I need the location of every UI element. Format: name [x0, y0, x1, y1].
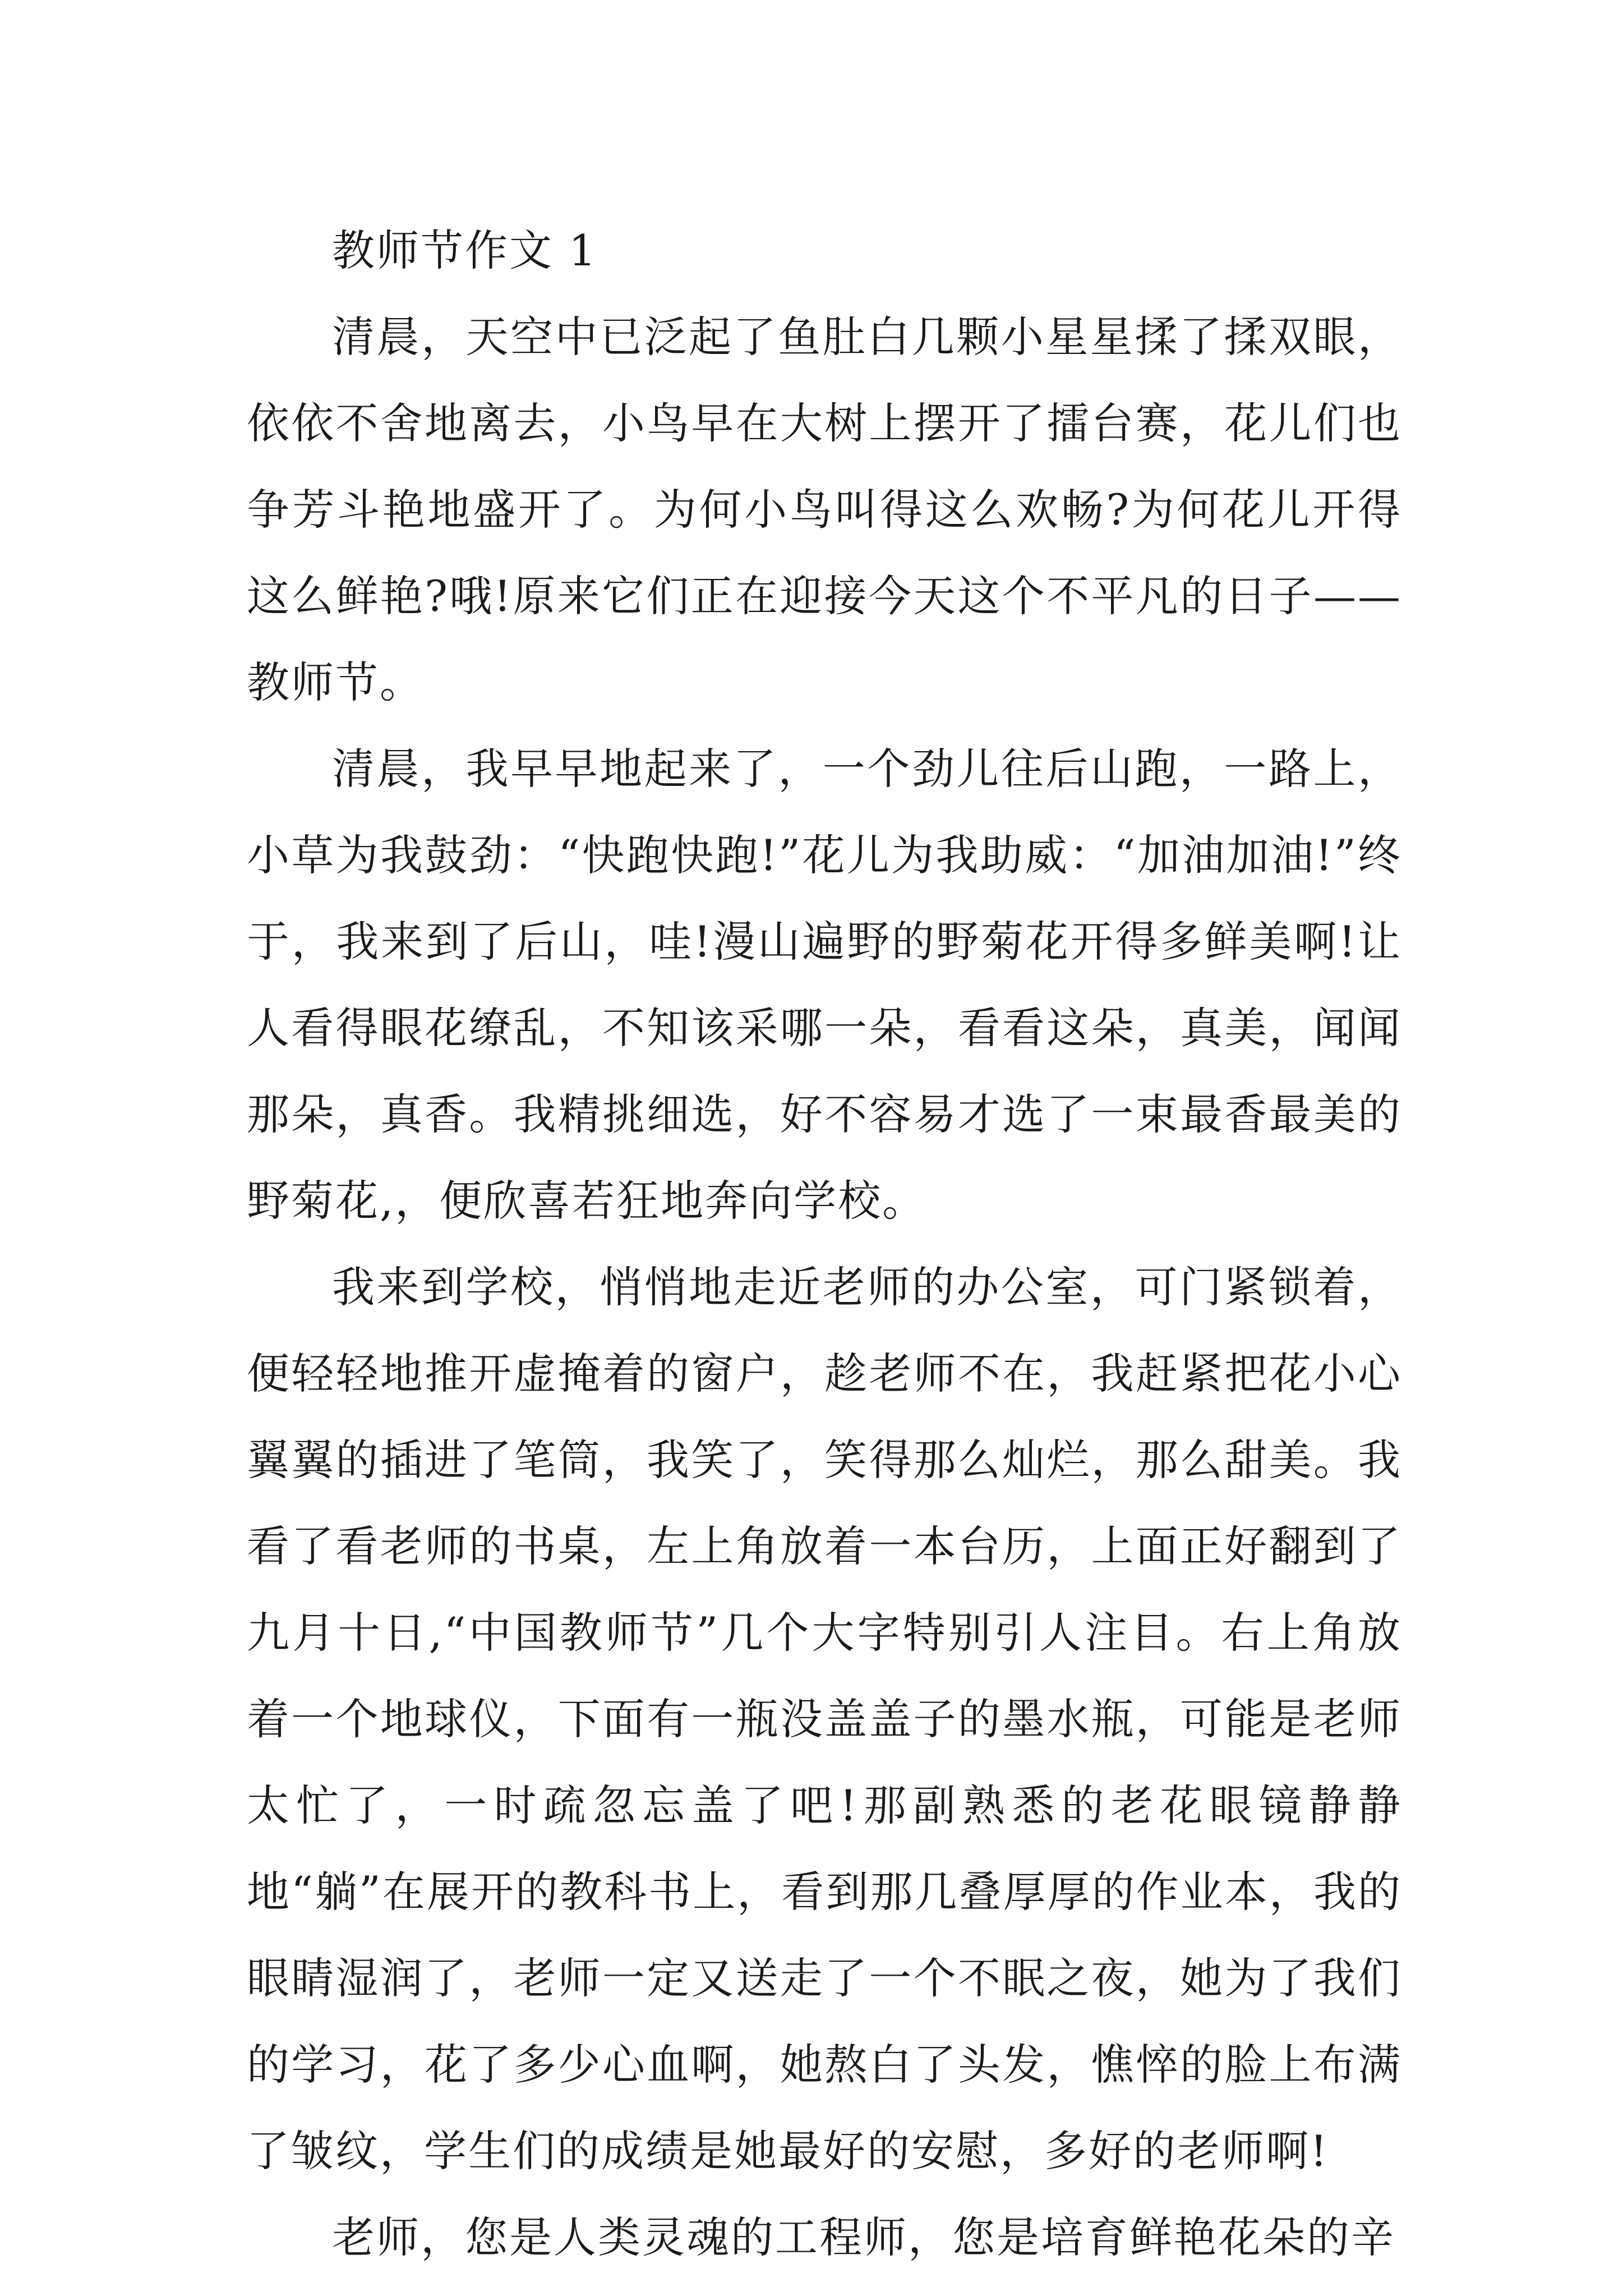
paragraph-2: 清晨，我早早地起来了，一个劲儿往后山跑，一路上，小草为我鼓劲：“快跑快跑!”花儿为我助威：“加油加油!”终于，我来到了后山，哇!漫山遍野的野菊花开得多鲜美啊!让人看得眼花缭乱，不知该采哪一朵，看看这朵，真美，闻闻那朵，真香。我精挑细选，好不容易才选了一束最香最美的野菊花,，便欣喜若狂地奔向学校。	[247, 744, 1402, 1226]
paragraph-4: 老师，您是人类灵魂的工程师，您是培育鲜艳花朵的辛	[332, 2212, 1395, 2262]
paragraph-3: 我来到学校，悄悄地走近老师的办公室，可门紧锁着，便轻轻地推开虚掩着的窗户，趁老师不在，我赶紧把花小心翼翼的插进了笔筒，我笑了，笑得那么灿烂，那么甜美。我看了看老师的书桌，左上角放着一本台历，上面正好翻到了九月十日,“中国教师节”几个大字特别引人注目。右上角放着一个地球仪，下面有一瓶没盖盖子的墨水瓶，可能是老师太忙了，一时疏忽忘盖了吧!那副熟悉的老花眼镜静静地“躺”在展开的教科书上，看到那几叠厚厚的作业本，我的眼睛湿润了，老师一定又送走了一个不眠之夜，她为了我们的学习，花了多少心血啊，她熬白了头发，憔悴的脸上布满了皱纹，学生们的成绩是她最好的安慰，多好的老师啊!	[247, 1262, 1402, 2176]
paragraph-1: 清晨，天空中已泛起了鱼肚白几颗小星星揉了揉双眼，依依不舍地离去，小鸟早在大树上摆开了擂台赛，花儿们也争芳斗艳地盛开了。为何小鸟叫得这么欢畅?为何花儿开得这么鲜艳?哦!原来它们正在迎接今天这个不平凡的日子——教师节。	[247, 312, 1402, 707]
essay-title: 教师节作文 1	[332, 226, 598, 275]
document-body	[247, 208, 1402, 2281]
